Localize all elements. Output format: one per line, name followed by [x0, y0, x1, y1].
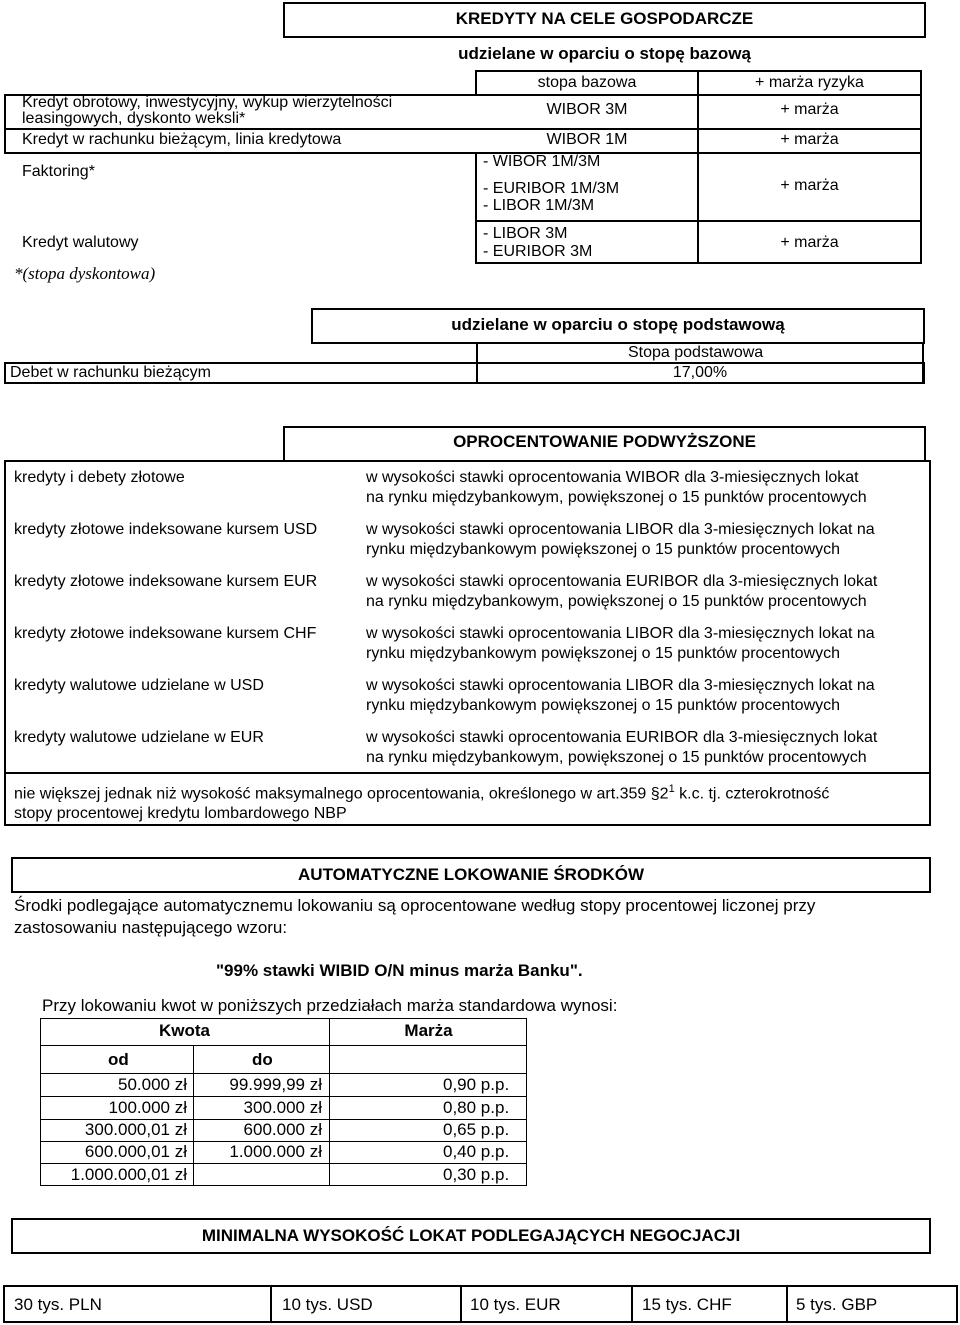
header-do: do — [252, 1050, 273, 1069]
divider — [329, 1018, 330, 1186]
min-amount-usd: 10 tys. USD — [282, 1295, 373, 1314]
section-title: AUTOMATYCZNE LOKOWANIE ŚRODKÓW — [298, 865, 644, 884]
base-rate-value: - EURIBOR 1M/3M — [483, 180, 620, 197]
divider — [4, 128, 922, 130]
margin-value: + marża — [780, 101, 839, 118]
row-label: Debet w rachunku bieżącym — [10, 364, 211, 381]
column-header-margin: + marża ryzyka — [755, 74, 864, 91]
base-rate-value: - EURIBOR 3M — [483, 243, 593, 260]
divider — [4, 94, 6, 154]
margin-value: + marża — [780, 234, 839, 251]
credit-type: kredyty i debety złotowe — [14, 469, 185, 486]
divider — [475, 152, 477, 264]
divider — [4, 152, 922, 154]
base-rate-value: - WIBOR 1M/3M — [483, 153, 601, 170]
min-amount-pln: 30 tys. PLN — [14, 1295, 102, 1314]
divider — [631, 1285, 633, 1323]
divider — [920, 70, 922, 264]
divider — [475, 220, 922, 222]
rate-description: w wysokości stawki oprocentowania EURIBOR dla 3-miesięcznych lokat na rynku międzybankowym, powiększonej o 15 punktów procentowych — [366, 729, 878, 766]
base-rate-value: - LIBOR 1M/3M — [483, 197, 595, 214]
row-label: Kredyt walutowy — [22, 234, 139, 251]
intro-text: Przy lokowaniu kwot w poniższych przedziałach marża standardowa wynosi: — [42, 996, 618, 1015]
divider — [40, 1045, 527, 1046]
base-rate-value: WIBOR 1M — [546, 131, 628, 148]
rate-description: w wysokości stawki oprocentowania LIBOR dla 3-miesięcznych lokat na rynku międzybankowym powiększonej o 15 punktów procentowych — [366, 625, 875, 662]
min-amount-eur: 10 tys. EUR — [470, 1295, 561, 1314]
header-marza: Marża — [404, 1021, 453, 1040]
row-label: leasingowych, dyskonto weksli* — [22, 110, 246, 127]
divider — [270, 1285, 272, 1323]
min-amount-chf: 15 tys. CHF — [642, 1295, 732, 1314]
credit-type: kredyty walutowe udzielane w EUR — [14, 729, 264, 746]
rate-description: w wysokości stawki oprocentowania WIBOR dla 3-miesięcznych lokat na rynku międzybankowym, powiększonej o 15 punktów procentowych — [366, 469, 867, 506]
header-od: od — [108, 1050, 129, 1069]
divider — [460, 1285, 462, 1323]
divider — [475, 262, 922, 264]
min-amount-gbp: 5 tys. GBP — [796, 1295, 878, 1314]
footnote: *(stopa dyskontowa) — [14, 264, 156, 283]
base-rate-value: - LIBOR 3M — [483, 225, 568, 242]
credit-type: kredyty złotowe indeksowane kursem CHF — [14, 625, 317, 642]
primary-rate-value: 17,00% — [672, 364, 728, 381]
section-title: MINIMALNA WYSOKOŚĆ LOKAT PODLEGAJĄCYCH NEGOCJACJI — [201, 1226, 741, 1245]
section-subtitle: udzielane w oparciu o stopę bazową — [458, 44, 751, 63]
credit-type: kredyty złotowe indeksowane kursem EUR — [14, 573, 318, 590]
section-title: OPROCENTOWANIE PODWYŻSZONE — [453, 432, 756, 451]
credit-type: kredyty walutowe udzielane w USD — [14, 677, 264, 694]
credit-type: kredyty złotowe indeksowane kursem USD — [14, 521, 318, 538]
column-header-base-rate: stopa bazowa — [537, 74, 637, 91]
formula: "99% stawki WIBID O/N minus marża Banku". — [216, 961, 583, 980]
rate-description: w wysokości stawki oprocentowania LIBOR dla 3-miesięcznych lokat na rynku międzybankowym powiększonej o 15 punktów procentowych — [366, 677, 875, 714]
divider — [786, 1285, 788, 1323]
max-rate-note: nie większej jednak niż wysokość maksymalnego oprocentowania, określonego w art.359 $\S 2^1$ k.c. tj. czterokrotność stopy procentowej kredytu lombardowego NBP — [14, 783, 830, 823]
column-header: Stopa podstawowa — [628, 344, 764, 361]
section-title: KREDYTY NA CELE GOSPODARCZE — [455, 9, 754, 28]
section-subtitle: udzielane w oparciu o stopę podstawową — [451, 315, 785, 334]
row-label: Kredyt obrotowy, inwestycyjny, wykup wierzytelności — [22, 94, 393, 111]
base-rate-value: WIBOR 3M — [546, 101, 628, 118]
row-label: Kredyt w rachunku bieżącym, linia kredytowa — [22, 131, 342, 148]
row-label: Faktoring* — [22, 163, 95, 180]
rate-description: w wysokości stawki oprocentowania EURIBOR dla 3-miesięcznych lokat na rynku międzybankowym, powiększonej o 15 punktów procentowych — [366, 573, 878, 610]
description-paragraph: Środki podlegające automatycznemu lokowaniu są oprocentowane według stopy procentowej liczonej przy zastosowaniu następującego wzoru: — [14, 896, 816, 937]
divider — [4, 772, 931, 774]
rate-description: w wysokości stawki oprocentowania LIBOR dla 3-miesięcznych lokat na rynku międzybankowym powiększonej o 15 punktów procentowych — [366, 521, 875, 558]
header-kwota: Kwota — [159, 1021, 210, 1040]
margin-value: + marża — [780, 177, 839, 194]
margin-value: + marża — [780, 131, 839, 148]
